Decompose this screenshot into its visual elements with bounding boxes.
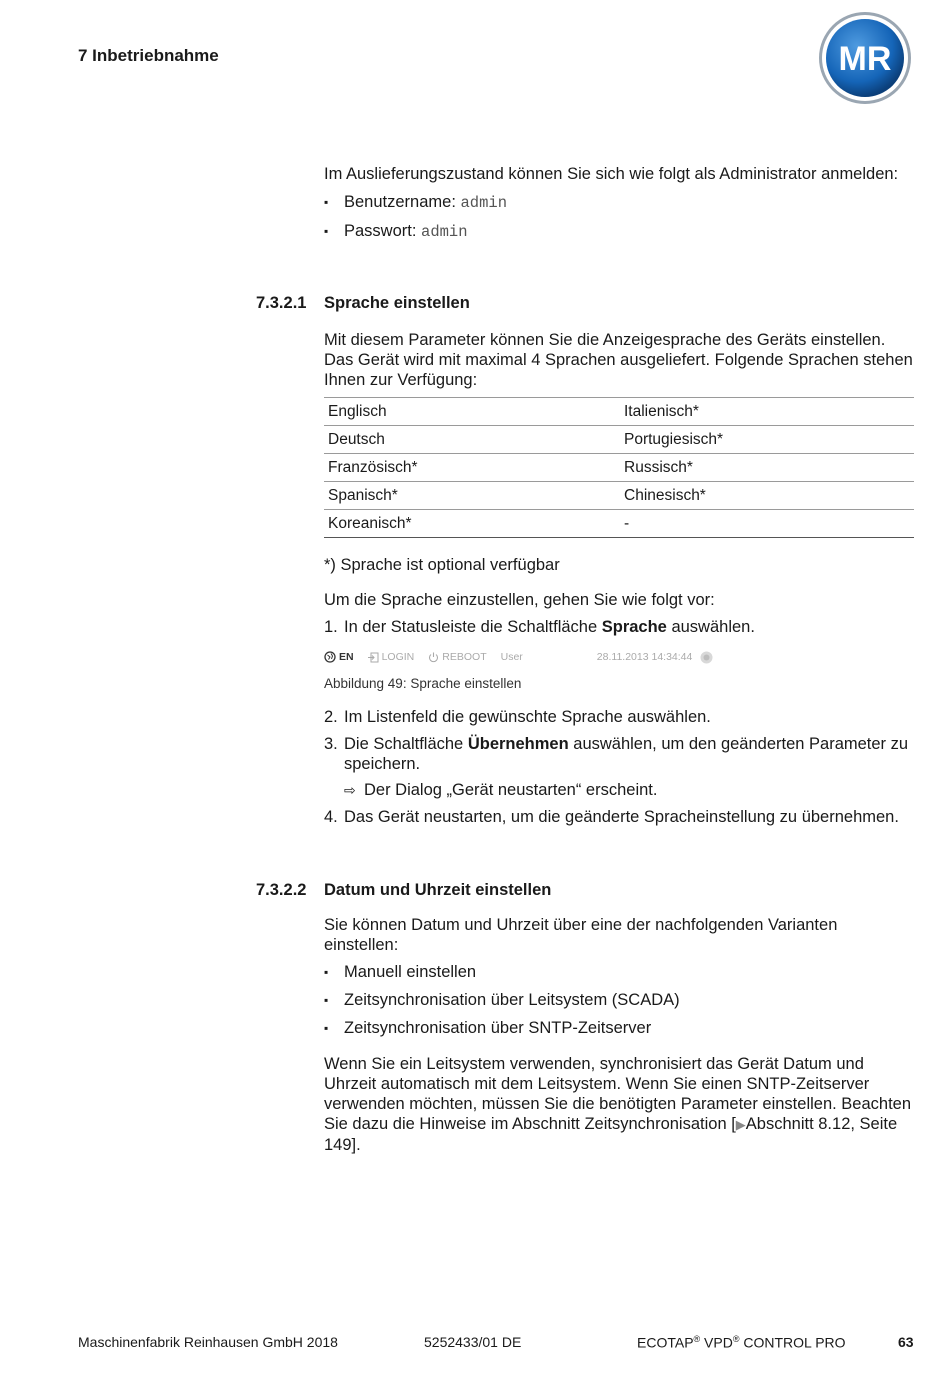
step-number: 2.	[324, 708, 338, 726]
credentials-list	[324, 192, 914, 242]
table-cell: Französisch*	[324, 454, 620, 482]
language-label: EN	[339, 651, 354, 663]
username-value: admin	[460, 194, 508, 212]
section-title: Datum und Uhrzeit einstellen	[324, 881, 552, 899]
mr-logo	[817, 10, 913, 106]
list-item: ▪ Zeitsynchronisation über SNTP-Zeitserver	[324, 1018, 914, 1038]
section-number: 7.3.2.2	[256, 881, 307, 899]
steps-list-b	[324, 707, 914, 774]
login-icon	[368, 652, 379, 663]
figure-caption: Abbildung 49: Sprache einstellen	[324, 676, 522, 691]
footer-doc-number: 5252433/01 DE	[424, 1334, 522, 1350]
section2-paragraph: Sie können Datum und Uhrzeit über eine der nachfolgenden Varianten einstellen:	[324, 916, 838, 954]
datetime-label: 28.11.2013 14:34:44	[596, 651, 693, 663]
list-item	[324, 617, 914, 637]
steps-block	[324, 590, 914, 637]
step-text: Das Gerät neustarten, um die geänderte Spracheinstellung zu übernehmen.	[344, 808, 899, 826]
step-number: 1.	[324, 618, 338, 636]
login-label: LOGIN	[381, 651, 415, 663]
list-item	[324, 192, 914, 213]
result-arrow-icon: ⇨	[344, 782, 356, 798]
table-row	[324, 398, 914, 426]
list-item	[324, 807, 914, 827]
language-button[interactable]	[324, 651, 354, 663]
section-title: Sprache einstellen	[324, 294, 470, 312]
table-cell: -	[620, 510, 914, 538]
intro-text: Im Auslieferungszustand können Sie sich wie folgt als Administrator anmelden:	[324, 165, 899, 183]
howto-text: Um die Sprache einzustellen, gehen Sie wie folgt vor:	[324, 591, 715, 609]
section2-block	[324, 915, 914, 1155]
reboot-button[interactable]	[428, 651, 486, 663]
reboot-label: REBOOT	[442, 651, 487, 663]
footnote: *) Sprache ist optional verfügbar	[324, 556, 560, 574]
step-text: In der Statusleiste die Schaltfläche	[344, 618, 602, 636]
user-label: User	[500, 651, 523, 663]
section-number: 7.3.2.1	[256, 294, 307, 312]
link-arrow-icon: ▶	[735, 1117, 746, 1132]
paragraph-text: Wenn Sie ein Leitsystem verwenden, synchronisiert das Gerät Datum und Uhrzeit automatisch mit dem Leitsystem. Wenn Sie einen SNTP-Zeitserver verwenden möchten, müssen Sie die benötigten Parameter einstellen. Beachten Sie dazu die Hinweise im Abschnitt Zeitsynchronisation [	[324, 1055, 912, 1133]
step-text: auswählen.	[666, 618, 755, 636]
footer-product: ECOTAP® VPD® CONTROL PRO	[637, 1334, 846, 1351]
intro-block	[324, 164, 914, 250]
table-cell: Russisch*	[620, 454, 914, 482]
list-item: ▪ Zeitsynchronisation über Leitsystem (SCADA)	[324, 990, 914, 1010]
step-bold: Übernehmen	[467, 735, 569, 753]
steps-list-a	[324, 617, 914, 637]
section-link[interactable]: Abschnitt 8.12, Seite 149	[324, 1115, 898, 1154]
status-bar	[324, 648, 716, 666]
language-table	[324, 397, 914, 538]
list-item	[324, 734, 914, 774]
password-value: admin	[421, 223, 468, 241]
step-text: Die Schaltfläche	[344, 735, 468, 753]
section2-paragraph-2	[324, 1054, 914, 1155]
table-cell: Chinesisch*	[620, 482, 914, 510]
table-cell: Englisch	[324, 398, 620, 426]
chapter-title: 7 Inbetriebnahme	[78, 46, 219, 65]
table-row	[324, 482, 914, 510]
username-label: Benutzername:	[344, 193, 456, 211]
globe-icon	[324, 651, 336, 663]
step-bold: Sprache	[601, 618, 667, 636]
power-icon	[428, 652, 439, 663]
list-item	[324, 707, 914, 727]
page-number: 63	[898, 1334, 914, 1350]
steps-list-c	[324, 807, 914, 827]
table-cell: Spanisch*	[324, 482, 620, 510]
step-number: 4.	[324, 808, 338, 826]
step-result	[324, 780, 914, 800]
list-item: ▪ Manuell einstellen	[324, 962, 914, 982]
footer-company: Maschinenfabrik Reinhausen GmbH 2018	[78, 1334, 338, 1350]
table-cell: Koreanisch*	[324, 510, 620, 538]
list-item	[324, 221, 914, 242]
password-label: Passwort:	[344, 222, 417, 240]
table-cell: Portugiesisch*	[620, 426, 914, 454]
step-text: Im Listenfeld die gewünschte Sprache auswählen.	[344, 708, 711, 726]
table-row	[324, 454, 914, 482]
section1-paragraph: Mit diesem Parameter können Sie die Anzeigesprache des Geräts einstellen. Das Gerät wird mit maximal 4 Sprachen ausgeliefert. Folgende Sprachen stehen Ihnen zur Verfügung:	[324, 331, 913, 389]
result-text: Der Dialog „Gerät neustarten“ erscheint.	[364, 781, 658, 799]
steps-block-2	[324, 707, 914, 827]
table-cell: Deutsch	[324, 426, 620, 454]
table-row	[324, 510, 914, 538]
options-list	[324, 962, 914, 1038]
status-indicator-icon	[700, 651, 713, 664]
table-cell: Italienisch*	[620, 398, 914, 426]
step-number: 3.	[324, 735, 338, 753]
step-text: auswählen, um den geänderten Parameter zu speichern.	[344, 735, 909, 773]
table-row	[324, 426, 914, 454]
logo-text: MR	[838, 40, 892, 78]
login-button[interactable]	[368, 651, 415, 663]
paragraph-text: ].	[351, 1136, 361, 1154]
